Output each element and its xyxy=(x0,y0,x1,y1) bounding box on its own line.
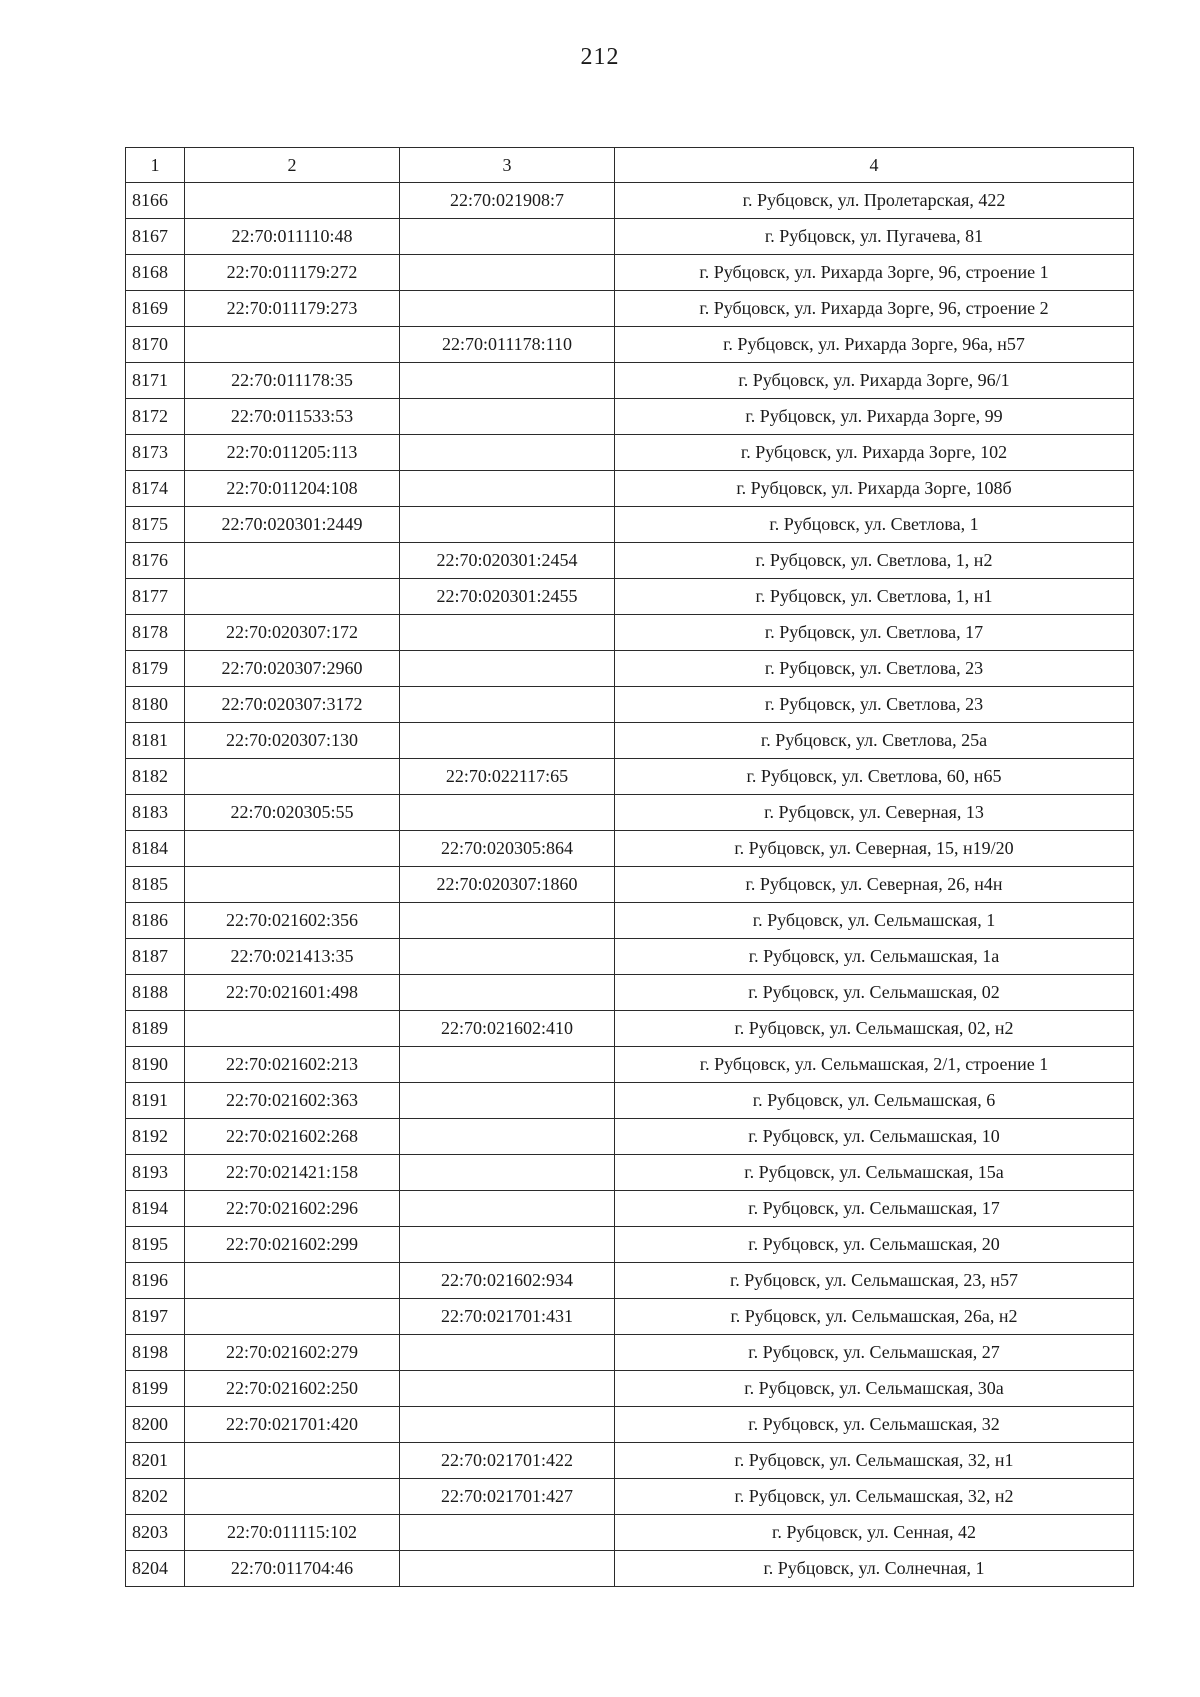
address-cell: г. Рубцовск, ул. Сельмашская, 32 xyxy=(615,1407,1134,1443)
cadastral-number-cell: 22:70:020301:2449 xyxy=(185,507,400,543)
cadastral-number-cell: 22:70:021602:296 xyxy=(185,1191,400,1227)
cadastral-number-cell: 22:70:020307:3172 xyxy=(185,687,400,723)
building-cadastral-number-cell xyxy=(400,471,615,507)
table-row xyxy=(126,399,1134,435)
building-cadastral-number-cell xyxy=(400,795,615,831)
address-cell: г. Рубцовск, ул. Рихарда Зорге, 96а, н57 xyxy=(615,327,1134,363)
row-number-cell: 8200 xyxy=(126,1407,185,1443)
row-number-cell: 8195 xyxy=(126,1227,185,1263)
cadastral-number-cell: 22:70:021701:420 xyxy=(185,1407,400,1443)
building-cadastral-number-cell: 22:70:021908:7 xyxy=(400,183,615,219)
table-row xyxy=(126,579,1134,615)
row-number-cell: 8176 xyxy=(126,543,185,579)
address-cell: г. Рубцовск, ул. Сельмашская, 23, н57 xyxy=(615,1263,1134,1299)
building-cadastral-number-cell xyxy=(400,1227,615,1263)
address-cell: г. Рубцовск, ул. Сельмашская, 17 xyxy=(615,1191,1134,1227)
building-cadastral-number-cell xyxy=(400,363,615,399)
address-cell: г. Рубцовск, ул. Сельмашская, 20 xyxy=(615,1227,1134,1263)
cadastral-number-cell: 22:70:021601:498 xyxy=(185,975,400,1011)
table-row xyxy=(126,1227,1134,1263)
row-number-cell: 8202 xyxy=(126,1479,185,1515)
building-cadastral-number-cell xyxy=(400,651,615,687)
cadastral-number-cell: 22:70:020305:55 xyxy=(185,795,400,831)
address-cell: г. Рубцовск, ул. Пролетарская, 422 xyxy=(615,183,1134,219)
row-number-cell: 8175 xyxy=(126,507,185,543)
building-cadastral-number-cell: 22:70:022117:65 xyxy=(400,759,615,795)
cadastral-number-cell xyxy=(185,1011,400,1047)
table-row xyxy=(126,1011,1134,1047)
address-cell: г. Рубцовск, ул. Пугачева, 81 xyxy=(615,219,1134,255)
row-number-cell: 8198 xyxy=(126,1335,185,1371)
row-number-cell: 8187 xyxy=(126,939,185,975)
address-cell: г. Рубцовск, ул. Рихарда Зорге, 102 xyxy=(615,435,1134,471)
building-cadastral-number-cell xyxy=(400,903,615,939)
cadastral-number-cell: 22:70:021421:158 xyxy=(185,1155,400,1191)
cadastral-number-cell: 22:70:011178:35 xyxy=(185,363,400,399)
building-cadastral-number-cell: 22:70:021701:431 xyxy=(400,1299,615,1335)
address-cell: г. Рубцовск, ул. Северная, 15, н19/20 xyxy=(615,831,1134,867)
cadastral-number-cell: 22:70:021602:363 xyxy=(185,1083,400,1119)
row-number-cell: 8186 xyxy=(126,903,185,939)
table-row xyxy=(126,1515,1134,1551)
table-row xyxy=(126,1083,1134,1119)
building-cadastral-number-cell xyxy=(400,291,615,327)
table-row xyxy=(126,1551,1134,1587)
column-header-4: 4 xyxy=(615,148,1134,183)
address-cell: г. Рубцовск, ул. Рихарда Зорге, 96, строение 1 xyxy=(615,255,1134,291)
address-cell: г. Рубцовск, ул. Светлова, 1, н2 xyxy=(615,543,1134,579)
cadastral-number-cell: 22:70:021413:35 xyxy=(185,939,400,975)
table-row xyxy=(126,615,1134,651)
table-row xyxy=(126,327,1134,363)
table-row xyxy=(126,687,1134,723)
cadastral-number-cell: 22:70:011205:113 xyxy=(185,435,400,471)
building-cadastral-number-cell xyxy=(400,435,615,471)
row-number-cell: 8181 xyxy=(126,723,185,759)
table-row xyxy=(126,867,1134,903)
cadastral-number-cell: 22:70:021602:250 xyxy=(185,1371,400,1407)
building-cadastral-number-cell: 22:70:021602:934 xyxy=(400,1263,615,1299)
column-header-2: 2 xyxy=(185,148,400,183)
row-number-cell: 8197 xyxy=(126,1299,185,1335)
row-number-cell: 8199 xyxy=(126,1371,185,1407)
row-number-cell: 8190 xyxy=(126,1047,185,1083)
address-cell: г. Рубцовск, ул. Рихарда Зорге, 99 xyxy=(615,399,1134,435)
address-cell: г. Рубцовск, ул. Светлова, 60, н65 xyxy=(615,759,1134,795)
row-number-cell: 8194 xyxy=(126,1191,185,1227)
column-header-3: 3 xyxy=(400,148,615,183)
cadastral-number-cell xyxy=(185,1299,400,1335)
building-cadastral-number-cell xyxy=(400,1119,615,1155)
row-number-cell: 8169 xyxy=(126,291,185,327)
table-row xyxy=(126,291,1134,327)
table-row xyxy=(126,831,1134,867)
table-row xyxy=(126,363,1134,399)
cadastral-number-cell: 22:70:011704:46 xyxy=(185,1551,400,1587)
building-cadastral-number-cell: 22:70:021602:410 xyxy=(400,1011,615,1047)
building-cadastral-number-cell xyxy=(400,1047,615,1083)
address-cell: г. Рубцовск, ул. Сельмашская, 02, н2 xyxy=(615,1011,1134,1047)
row-number-cell: 8184 xyxy=(126,831,185,867)
table-row xyxy=(126,543,1134,579)
row-number-cell: 8203 xyxy=(126,1515,185,1551)
cadastral-number-cell: 22:70:011179:273 xyxy=(185,291,400,327)
table-row xyxy=(126,471,1134,507)
address-cell: г. Рубцовск, ул. Сельмашская, 6 xyxy=(615,1083,1134,1119)
building-cadastral-number-cell xyxy=(400,1191,615,1227)
cadastral-number-cell xyxy=(185,327,400,363)
address-cell: г. Рубцовск, ул. Сельмашская, 1 xyxy=(615,903,1134,939)
address-cell: г. Рубцовск, ул. Сенная, 42 xyxy=(615,1515,1134,1551)
table-row xyxy=(126,1047,1134,1083)
row-number-cell: 8171 xyxy=(126,363,185,399)
row-number-cell: 8196 xyxy=(126,1263,185,1299)
row-number-cell: 8182 xyxy=(126,759,185,795)
row-number-cell: 8167 xyxy=(126,219,185,255)
building-cadastral-number-cell xyxy=(400,255,615,291)
address-cell: г. Рубцовск, ул. Светлова, 1 xyxy=(615,507,1134,543)
building-cadastral-number-cell: 22:70:020307:1860 xyxy=(400,867,615,903)
table-row xyxy=(126,1407,1134,1443)
building-cadastral-number-cell xyxy=(400,219,615,255)
building-cadastral-number-cell xyxy=(400,1407,615,1443)
cadastral-number-cell xyxy=(185,867,400,903)
cadastral-number-cell xyxy=(185,543,400,579)
building-cadastral-number-cell: 22:70:020301:2455 xyxy=(400,579,615,615)
table-row xyxy=(126,435,1134,471)
table-row xyxy=(126,903,1134,939)
row-number-cell: 8174 xyxy=(126,471,185,507)
cadastral-number-cell: 22:70:020307:2960 xyxy=(185,651,400,687)
address-cell: г. Рубцовск, ул. Сельмашская, 32, н2 xyxy=(615,1479,1134,1515)
row-number-cell: 8189 xyxy=(126,1011,185,1047)
address-cell: г. Рубцовск, ул. Рихарда Зорге, 108б xyxy=(615,471,1134,507)
building-cadastral-number-cell xyxy=(400,687,615,723)
building-cadastral-number-cell: 22:70:020301:2454 xyxy=(400,543,615,579)
table-row xyxy=(126,1371,1134,1407)
cadastral-number-cell xyxy=(185,1479,400,1515)
table-row xyxy=(126,939,1134,975)
table-row xyxy=(126,723,1134,759)
row-number-cell: 8172 xyxy=(126,399,185,435)
table-row xyxy=(126,1299,1134,1335)
building-cadastral-number-cell xyxy=(400,507,615,543)
cadastral-number-cell: 22:70:021602:356 xyxy=(185,903,400,939)
row-number-cell: 8166 xyxy=(126,183,185,219)
cadastral-number-cell: 22:70:011115:102 xyxy=(185,1515,400,1551)
row-number-cell: 8204 xyxy=(126,1551,185,1587)
address-cell: г. Рубцовск, ул. Сельмашская, 30а xyxy=(615,1371,1134,1407)
address-cell: г. Рубцовск, ул. Сельмашская, 10 xyxy=(615,1119,1134,1155)
address-cell: г. Рубцовск, ул. Сельмашская, 15а xyxy=(615,1155,1134,1191)
cadastral-number-cell: 22:70:021602:279 xyxy=(185,1335,400,1371)
address-cell: г. Рубцовск, ул. Светлова, 17 xyxy=(615,615,1134,651)
row-number-cell: 8191 xyxy=(126,1083,185,1119)
cadastral-number-cell: 22:70:011204:108 xyxy=(185,471,400,507)
row-number-cell: 8192 xyxy=(126,1119,185,1155)
building-cadastral-number-cell: 22:70:011178:110 xyxy=(400,327,615,363)
table-row xyxy=(126,1191,1134,1227)
page-number: 212 xyxy=(580,44,620,70)
table-row xyxy=(126,759,1134,795)
address-cell: г. Рубцовск, ул. Светлова, 23 xyxy=(615,651,1134,687)
row-number-cell: 8179 xyxy=(126,651,185,687)
address-cell: г. Рубцовск, ул. Сельмашская, 2/1, строение 1 xyxy=(615,1047,1134,1083)
building-cadastral-number-cell xyxy=(400,1371,615,1407)
cadastral-number-cell xyxy=(185,831,400,867)
property-registry-table xyxy=(125,147,1134,1587)
building-cadastral-number-cell: 22:70:021701:422 xyxy=(400,1443,615,1479)
row-number-cell: 8201 xyxy=(126,1443,185,1479)
address-cell: г. Рубцовск, ул. Сельмашская, 02 xyxy=(615,975,1134,1011)
table-row xyxy=(126,975,1134,1011)
building-cadastral-number-cell xyxy=(400,1335,615,1371)
address-cell: г. Рубцовск, ул. Светлова, 23 xyxy=(615,687,1134,723)
building-cadastral-number-cell xyxy=(400,1551,615,1587)
cadastral-number-cell: 22:70:020307:172 xyxy=(185,615,400,651)
cadastral-number-cell xyxy=(185,183,400,219)
building-cadastral-number-cell xyxy=(400,1083,615,1119)
cadastral-number-cell: 22:70:011110:48 xyxy=(185,219,400,255)
table-row xyxy=(126,1443,1134,1479)
building-cadastral-number-cell xyxy=(400,723,615,759)
cadastral-number-cell: 22:70:021602:213 xyxy=(185,1047,400,1083)
row-number-cell: 8177 xyxy=(126,579,185,615)
table-row xyxy=(126,1119,1134,1155)
table-row xyxy=(126,255,1134,291)
building-cadastral-number-cell xyxy=(400,1515,615,1551)
building-cadastral-number-cell xyxy=(400,399,615,435)
row-number-cell: 8185 xyxy=(126,867,185,903)
address-cell: г. Рубцовск, ул. Сельмашская, 26а, н2 xyxy=(615,1299,1134,1335)
cadastral-number-cell: 22:70:021602:299 xyxy=(185,1227,400,1263)
row-number-cell: 8178 xyxy=(126,615,185,651)
address-cell: г. Рубцовск, ул. Северная, 26, н4н xyxy=(615,867,1134,903)
table-row xyxy=(126,507,1134,543)
address-cell: г. Рубцовск, ул. Рихарда Зорге, 96, строение 2 xyxy=(615,291,1134,327)
address-cell: г. Рубцовск, ул. Солнечная, 1 xyxy=(615,1551,1134,1587)
row-number-cell: 8170 xyxy=(126,327,185,363)
building-cadastral-number-cell: 22:70:021701:427 xyxy=(400,1479,615,1515)
row-number-cell: 8168 xyxy=(126,255,185,291)
building-cadastral-number-cell xyxy=(400,939,615,975)
address-cell: г. Рубцовск, ул. Светлова, 25а xyxy=(615,723,1134,759)
table-row xyxy=(126,1155,1134,1191)
table-row xyxy=(126,651,1134,687)
table-header xyxy=(126,148,1134,183)
column-header-1: 1 xyxy=(126,148,185,183)
table-row xyxy=(126,183,1134,219)
row-number-cell: 8188 xyxy=(126,975,185,1011)
building-cadastral-number-cell xyxy=(400,975,615,1011)
cadastral-number-cell xyxy=(185,1443,400,1479)
cadastral-number-cell xyxy=(185,759,400,795)
cadastral-number-cell: 22:70:020307:130 xyxy=(185,723,400,759)
cadastral-number-cell: 22:70:011179:272 xyxy=(185,255,400,291)
building-cadastral-number-cell: 22:70:020305:864 xyxy=(400,831,615,867)
table-row xyxy=(126,795,1134,831)
cadastral-number-cell xyxy=(185,579,400,615)
address-cell: г. Рубцовск, ул. Рихарда Зорге, 96/1 xyxy=(615,363,1134,399)
building-cadastral-number-cell xyxy=(400,615,615,651)
cadastral-number-cell: 22:70:011533:53 xyxy=(185,399,400,435)
table-body xyxy=(126,183,1134,1587)
row-number-cell: 8180 xyxy=(126,687,185,723)
address-cell: г. Рубцовск, ул. Сельмашская, 27 xyxy=(615,1335,1134,1371)
cadastral-number-cell: 22:70:021602:268 xyxy=(185,1119,400,1155)
row-number-cell: 8193 xyxy=(126,1155,185,1191)
address-cell: г. Рубцовск, ул. Сельмашская, 32, н1 xyxy=(615,1443,1134,1479)
row-number-cell: 8173 xyxy=(126,435,185,471)
table-row xyxy=(126,1479,1134,1515)
address-cell: г. Рубцовск, ул. Северная, 13 xyxy=(615,795,1134,831)
address-cell: г. Рубцовск, ул. Светлова, 1, н1 xyxy=(615,579,1134,615)
row-number-cell: 8183 xyxy=(126,795,185,831)
cadastral-number-cell xyxy=(185,1263,400,1299)
address-cell: г. Рубцовск, ул. Сельмашская, 1а xyxy=(615,939,1134,975)
table-row xyxy=(126,1335,1134,1371)
header-row xyxy=(126,148,1134,183)
building-cadastral-number-cell xyxy=(400,1155,615,1191)
table-row xyxy=(126,219,1134,255)
table-row xyxy=(126,1263,1134,1299)
